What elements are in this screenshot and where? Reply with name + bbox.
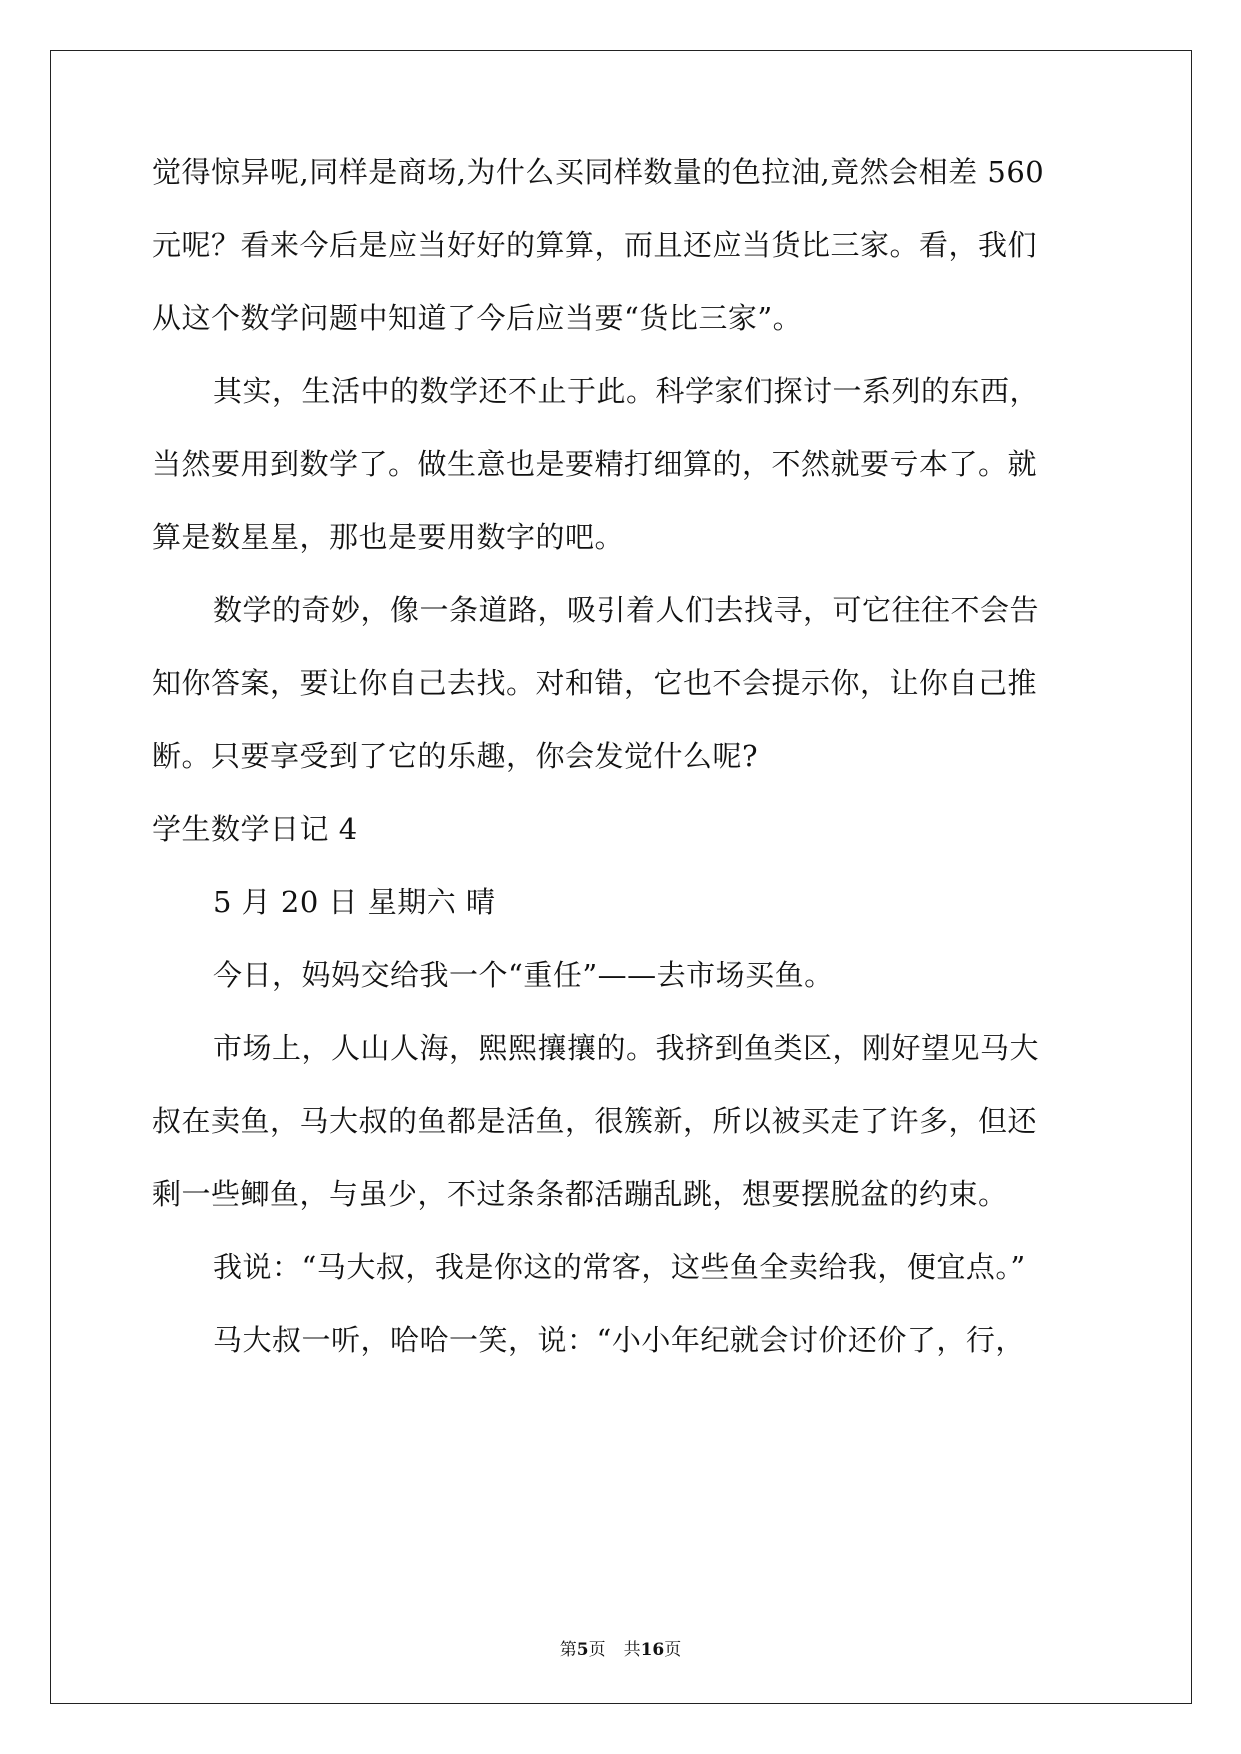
text-line: 从这个数学问题中知道了今后应当要“货比三家”。	[152, 301, 803, 335]
page-current: 5	[576, 1640, 589, 1660]
text-line: 元呢？看来今后是应当好好的算算，而且还应当货比三家。看，我们	[152, 228, 1038, 262]
text-line: 数学的奇妙，像一条道路，吸引着人们去找寻，可它往往不会告	[213, 593, 1040, 627]
total-unit: 页	[664, 1640, 682, 1660]
text-line: 知你答案，要让你自己去找。对和错，它也不会提示你，让你自己推	[152, 666, 1038, 700]
page-footer	[0, 1638, 1241, 1662]
page-total: 16	[640, 1640, 665, 1660]
page-unit: 页	[588, 1640, 606, 1660]
text-line: 今日，妈妈交给我一个“重任”——去市场买鱼。	[213, 958, 834, 992]
text-line: 当然要用到数学了。做生意也是要精打细算的，不然就要亏本了。就	[152, 447, 1038, 481]
text-line: 断。只要享受到了它的乐趣，你会发觉什么呢?	[152, 739, 759, 773]
total-prefix: 共	[623, 1640, 641, 1660]
text-line: 叔在卖鱼，马大叔的鱼都是活鱼，很簇新，所以被买走了许多，但还	[152, 1104, 1038, 1138]
text-line: 我说：“马大叔，我是你这的常客，这些鱼全卖给我，便宜点。”	[213, 1250, 1026, 1284]
text-line: 剩一些鲫鱼，与虽少，不过条条都活蹦乱跳，想要摆脱盆的约束。	[152, 1177, 1008, 1211]
text-line: 其实，生活中的数学还不止于此。科学家们探讨一系列的东西，	[213, 374, 1040, 408]
section-heading: 学生数学日记 4	[152, 812, 358, 846]
diary-date: 5 月 20 日 星期六 晴	[213, 885, 496, 919]
text-line: 市场上，人山人海，熙熙攘攘的。我挤到鱼类区，刚好望见马大	[213, 1031, 1040, 1065]
text-line: 马大叔一听，哈哈一笑，说：“小小年纪就会讨价还价了，行，	[213, 1323, 1025, 1357]
text-line: 算是数星星，那也是要用数字的吧。	[152, 520, 625, 554]
text-line: 觉得惊异呢,同样是商场,为什么买同样数量的色拉油,竟然会相差 560	[152, 155, 1045, 189]
page-prefix: 第	[559, 1640, 577, 1660]
